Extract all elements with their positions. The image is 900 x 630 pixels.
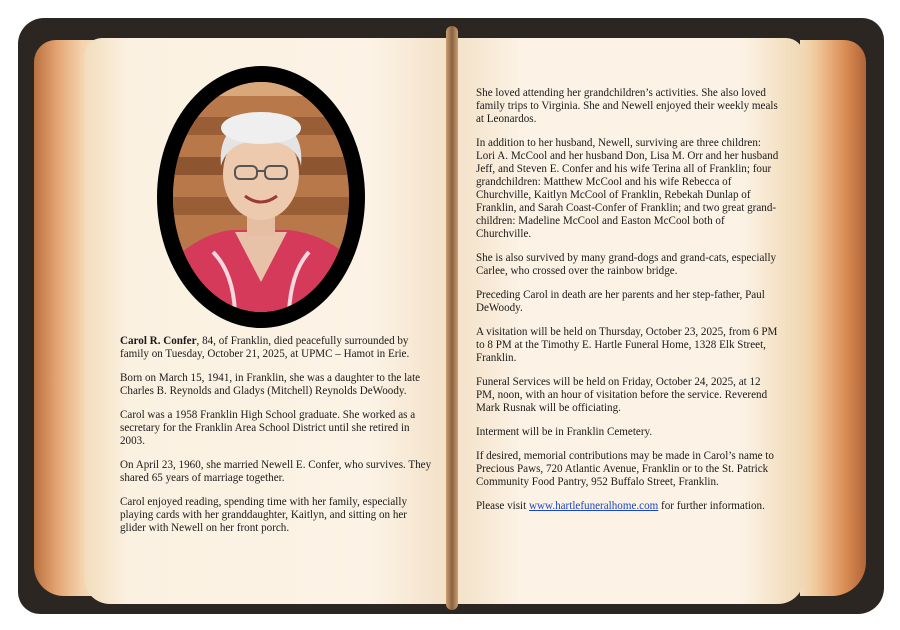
portrait-illustration: [173, 82, 349, 312]
preceded-paragraph: Preceding Carol in death are her parents and her step-father, Paul DeWoody.: [476, 289, 765, 314]
obituary-intro-paragraph: [120, 335, 432, 361]
pets-paragraph: She is also survived by many grand-dogs and grand-cats, especially Carlee, who crossed over the rainbow bridge.: [476, 252, 777, 277]
portrait-frame: [157, 66, 365, 328]
survivors-paragraph: In addition to her husband, Newell, surviving are three children: Lori A. McCool and her husband Don, Lisa M. Orr and her husband Jeff, and Steven E. Confer and his wife Terina all of Franklin; four grandchildren: Matthew McCool and his wife Rebecca of Churchville, Kaitlyn McCool of Franklin, Rebekah Dunlap of Franklin, and Sarah Coast-Confer of Franklin; and two great grand-children: Madeline McCool and Easton McCool both of Churchville.: [476, 137, 779, 240]
birth-paragraph: Born on March 15, 1941, in Franklin, she was a daughter to the late Charles B. Reynolds and Gladys (Mitchell) Reynolds DeWoody.: [120, 372, 421, 397]
book-spine-gutter: [446, 26, 458, 610]
activities-paragraph: She loved attending her grandchildren’s activities. She also loved family trips to Virginia. She and Newell enjoyed their weekly meals at Leonardos.: [476, 87, 778, 125]
intro-rest: , 84, of Franklin, died peacefully surrounded by family on Tuesday, October 21, 2025, at UPMC – Hamot in Erie.: [120, 335, 410, 360]
hobbies-paragraph: Carol enjoyed reading, spending time with her family, especially playing cards with her granddaughter, Kaitlyn, and sitting on her glider with Newell on her front porch.: [120, 496, 408, 534]
visit-suffix: for further information.: [658, 500, 765, 512]
left-column-text: [120, 335, 432, 546]
marriage-paragraph: On April 23, 1960, she married Newell E. Confer, who survives. They shared 65 years of marriage together.: [120, 459, 432, 484]
visit-paragraph: [476, 500, 780, 513]
funeral-paragraph: Funeral Services will be held on Friday, October 24, 2025, at 12 PM, noon, with an hour of visitation before the service. Reverend Mark Rusnak will be officiating.: [476, 376, 768, 414]
page-edges-right: [800, 40, 866, 596]
deceased-name: Carol R. Confer: [120, 335, 197, 347]
memorial-paragraph: If desired, memorial contributions may be made in Carol’s name to Precious Paws, 720 Atlantic Avenue, Franklin or to the St. Patrick Community Food Pantry, 952 Buffalo Street, Franklin.: [476, 450, 774, 488]
visit-prefix: Please visit: [476, 500, 529, 512]
interment-paragraph: Interment will be in Franklin Cemetery.: [476, 426, 653, 438]
right-column-text: [476, 87, 780, 524]
funeral-home-link[interactable]: www.hartlefuneralhome.com: [529, 500, 659, 512]
portrait-photo: [173, 82, 349, 312]
visitation-paragraph: A visitation will be held on Thursday, October 23, 2025, from 6 PM to 8 PM at the Timothy E. Hartle Funeral Home, 1328 Elk Street, Franklin.: [476, 326, 778, 364]
education-paragraph: Carol was a 1958 Franklin High School graduate. She worked as a secretary for the Franklin Area School District until she retired in 2003.: [120, 409, 416, 447]
